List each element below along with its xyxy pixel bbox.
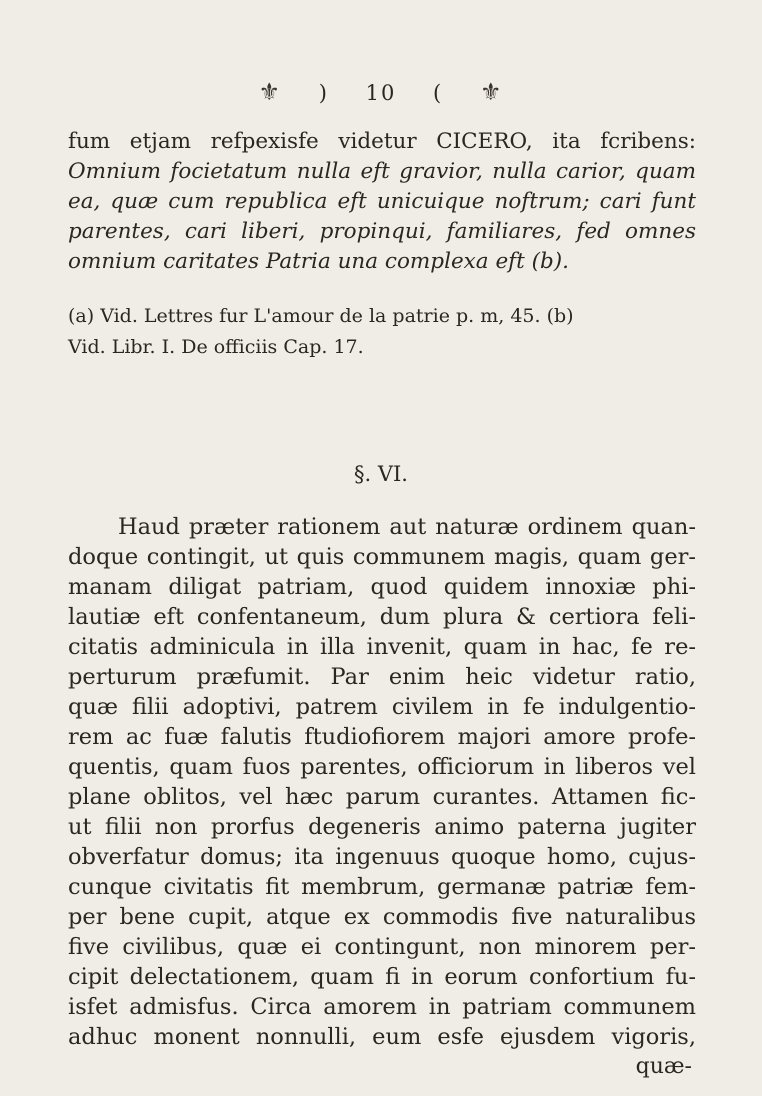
body-line: quæ filii adoptivi, patrem civilem in fe indulgentio-	[68, 694, 696, 720]
fleur-ornament-right-icon: ⚜	[479, 78, 504, 106]
body-line: lautiæ eft confentaneum, dum plura & certiora feli-	[68, 604, 696, 630]
body-line: quentis, quam fuos parentes, officiorum in liberos vel	[68, 754, 696, 780]
body-line: isfet admisfus. Circa amorem in patriam communem	[68, 994, 696, 1020]
body-line: Haud præter rationem aut naturæ ordinem quan-	[118, 514, 696, 540]
catchword: quæ-	[635, 1054, 692, 1079]
quote-line: omnium caritates Patria una complexa eft (b).	[68, 249, 569, 274]
body-line: doque contingit, ut quis communem magis, quam ger-	[68, 544, 696, 570]
body-line: rem ac fuæ falutis ftudiofiorem majori amore profe-	[68, 724, 696, 750]
body-line: adhuc monent nonnulli, eum esfe ejusdem vigoris,	[68, 1024, 696, 1050]
running-header	[0, 78, 762, 106]
body-line: citatis adminicula in illa invenit, quam in hac, fe re-	[68, 634, 696, 660]
quote-line: Omnium focietatum nulla eft gravior, nulla carior, quam	[68, 159, 696, 184]
header-bracket-right: (	[433, 81, 444, 105]
body-line: cipit delectationem, quam fi in eorum confortium fu-	[68, 964, 696, 990]
body-line: plane oblitos, vel hæc parum curantes. Attamen fic-	[68, 784, 696, 810]
text-line: fum etjam refpexisfe videtur CICERO, ita fcribens:	[68, 129, 696, 154]
body-line: ut filii non prorfus degeneris animo paterna jugiter	[68, 814, 696, 840]
body-line: obverfatur domus; ita ingenuus quoque homo, cujus-	[68, 844, 696, 870]
quote-line: parentes, cari liberi, propinqui, familiares, fed omnes	[68, 219, 696, 244]
page-number: 10	[365, 81, 397, 105]
footnote-line: (a) Vid. Lettres fur L'amour de la patrie p. m, 45. (b)	[68, 305, 574, 327]
body-line: five civilibus, quæ ei contingunt, non minorem per-	[68, 934, 696, 960]
fleur-ornament-left-icon: ⚜	[258, 78, 283, 106]
body-line: per bene cupit, atque ex commodis five naturalibus	[68, 904, 696, 930]
header-bracket-left: )	[318, 81, 329, 105]
quote-line: ea, quæ cum republica eft unicuique noftrum; cari funt	[68, 189, 696, 214]
footnote-line: Vid. Libr. I. De officiis Cap. 17.	[68, 336, 364, 358]
body-line: manam diligat patriam, quod quidem innoxiæ phi-	[68, 574, 696, 600]
body-line: perturum præfumit. Par enim heic videtur ratio,	[68, 664, 696, 690]
section-heading: §. VI.	[354, 462, 408, 486]
body-line: cunque civitatis fit membrum, germanæ patriæ fem-	[68, 874, 696, 900]
